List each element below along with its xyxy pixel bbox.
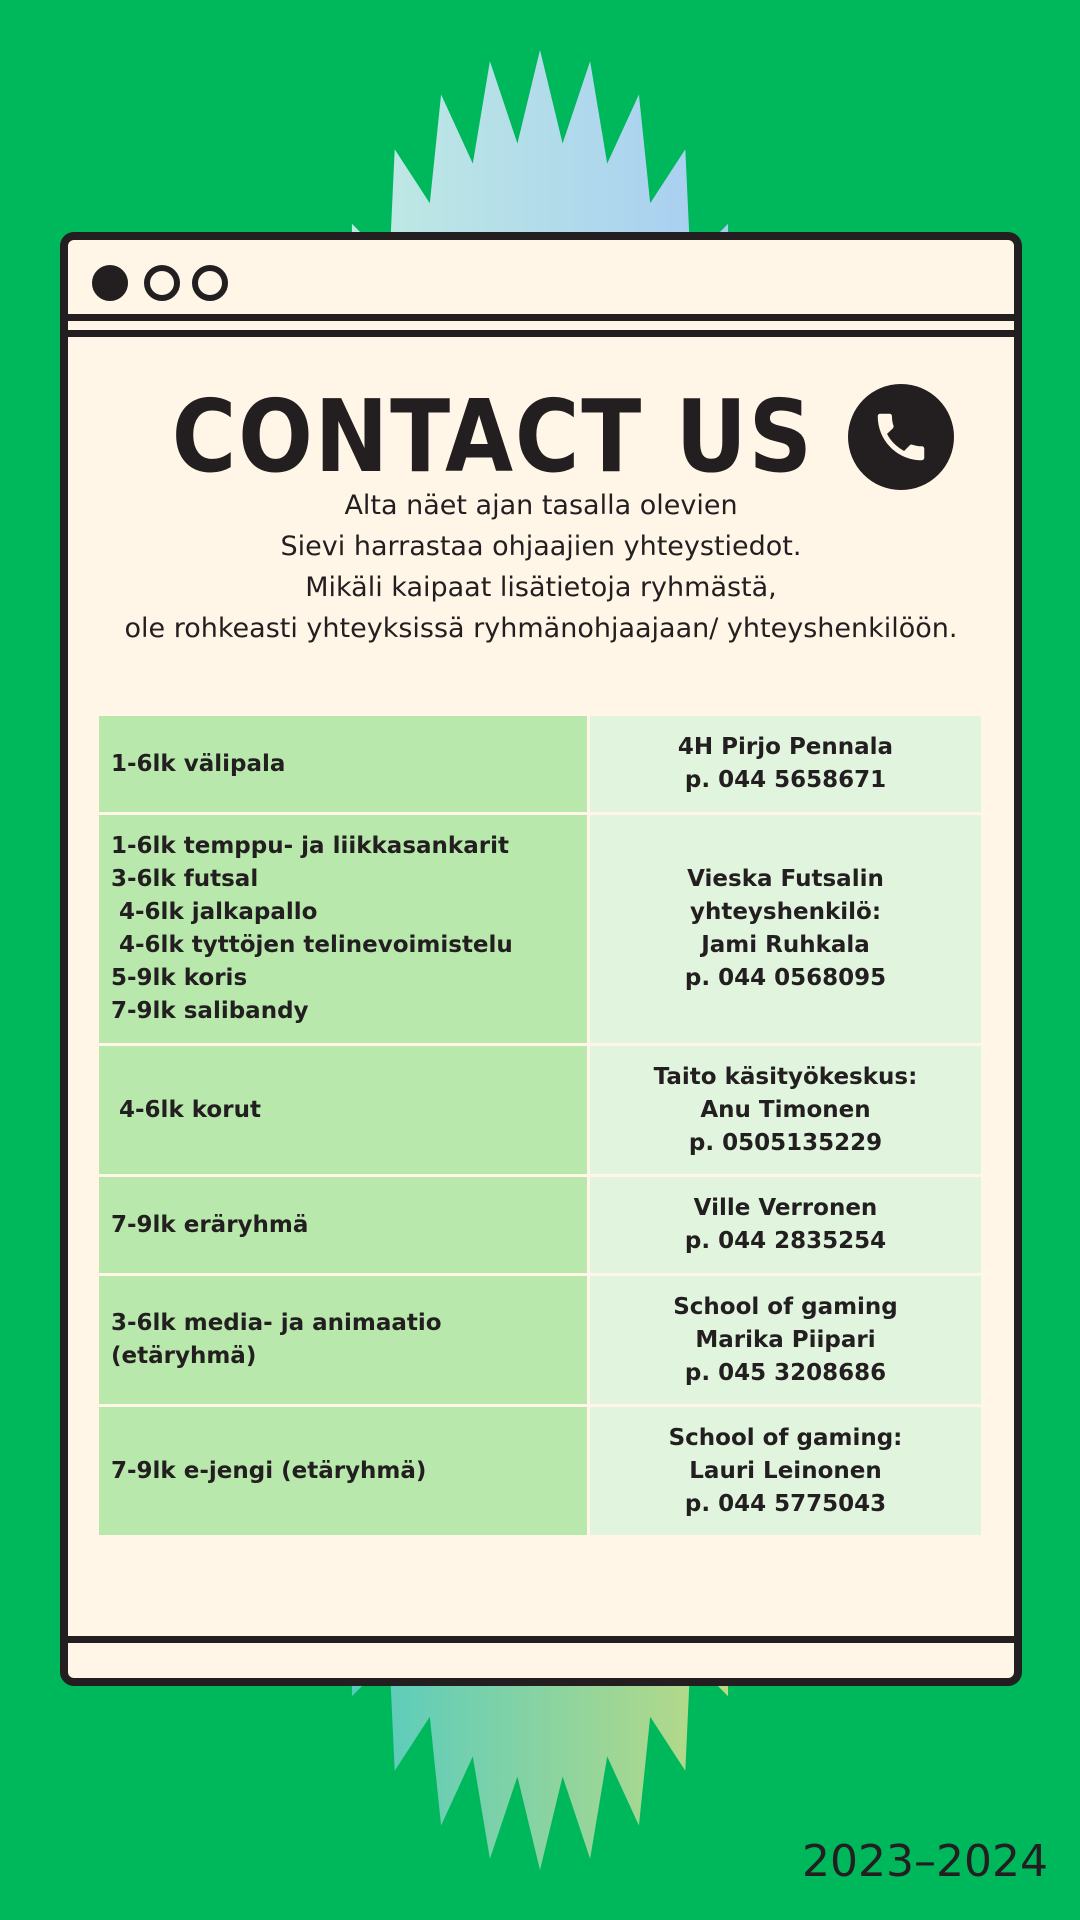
table-row bbox=[98, 1176, 983, 1275]
contact-cell bbox=[589, 1045, 983, 1176]
contact-line: Anu Timonen bbox=[700, 1096, 871, 1123]
titlebar-divider bbox=[68, 330, 1014, 337]
contact-cell bbox=[589, 1275, 983, 1406]
group-name: 4-6lk jalkapallo bbox=[111, 899, 318, 925]
contact-phone: p. 044 5775043 bbox=[684, 1490, 887, 1517]
intro-line: Alta näet ajan tasalla olevien bbox=[344, 490, 738, 521]
table-row bbox=[98, 1275, 983, 1406]
group-name: 5-9lk koris bbox=[111, 965, 248, 991]
table-row bbox=[98, 715, 983, 814]
contact-cell bbox=[589, 814, 983, 1045]
group-name: 3-6lk futsal bbox=[111, 866, 259, 892]
outline-dot-icon bbox=[144, 265, 180, 301]
group-name: 3-6lk media- ja animaatio (etäryhmä) bbox=[111, 1310, 442, 1369]
contact-line: Marika Piipari bbox=[695, 1326, 876, 1353]
intro-line: Mikäli kaipaat lisätietoja ryhmästä, bbox=[305, 572, 777, 603]
contact-line: School of gaming bbox=[673, 1293, 898, 1320]
contact-phone: p. 0505135229 bbox=[688, 1129, 883, 1156]
contact-phone: p. 044 2835254 bbox=[684, 1228, 887, 1254]
contact-line: School of gaming: bbox=[668, 1424, 903, 1451]
group-cell bbox=[98, 1406, 589, 1537]
intro-line: ole rohkeasti yhteyksissä ryhmänohjaajaan/ yhteyshenkilöön. bbox=[124, 613, 958, 644]
contact-line: Jami Ruhkala bbox=[701, 932, 870, 958]
contact-cell bbox=[589, 715, 983, 814]
contact-line: Taito käsityökeskus: bbox=[653, 1063, 918, 1090]
group-name: 1-6lk temppu- ja liikkasankarit bbox=[111, 833, 509, 859]
group-name: 4-6lk tyttöjen telinevoimistelu bbox=[111, 932, 513, 958]
heading bbox=[68, 378, 1014, 495]
group-cell bbox=[98, 814, 589, 1045]
intro-text bbox=[98, 485, 984, 649]
contact-phone: p. 044 5658671 bbox=[684, 767, 887, 793]
school-year: 2023–2024 bbox=[802, 1836, 1048, 1887]
group-cell bbox=[98, 715, 589, 814]
table-row bbox=[98, 814, 983, 1045]
group-name: 1-6lk välipala bbox=[111, 750, 286, 777]
group-cell bbox=[98, 1176, 589, 1275]
contact-line: Vieska Futsalin yhteyshenkilö: bbox=[687, 866, 884, 925]
contact-line: Lauri Leinonen bbox=[689, 1457, 882, 1484]
group-name: 7-9lk salibandy bbox=[111, 998, 309, 1024]
group-cell bbox=[98, 1045, 589, 1176]
contact-line: Ville Verronen bbox=[693, 1195, 878, 1221]
table-row bbox=[98, 1045, 983, 1176]
contact-line: 4H Pirjo Pennala bbox=[677, 734, 894, 760]
intro-line: Sievi harrastaa ohjaajien yhteystiedot. bbox=[280, 531, 802, 562]
contact-phone: p. 044 0568095 bbox=[684, 965, 887, 991]
titlebar-divider bbox=[68, 314, 1014, 321]
contact-cell bbox=[589, 1406, 983, 1537]
window-footer-divider bbox=[68, 1636, 1014, 1643]
browser-window-frame bbox=[60, 232, 1022, 1686]
group-cell bbox=[98, 1275, 589, 1406]
contact-cell bbox=[589, 1176, 983, 1275]
page-title: CONTACT US bbox=[171, 378, 814, 495]
group-name: 7-9lk e-jengi (etäryhmä) bbox=[111, 1457, 427, 1484]
table-row bbox=[98, 1406, 983, 1537]
group-name: 4-6lk korut bbox=[111, 1096, 261, 1123]
outline-dot-icon bbox=[192, 265, 228, 301]
filled-dot-icon bbox=[92, 265, 128, 301]
phone-icon bbox=[848, 384, 954, 490]
contact-phone: p. 045 3208686 bbox=[684, 1359, 887, 1386]
contacts-table bbox=[96, 713, 984, 1538]
group-name: 7-9lk eräryhmä bbox=[111, 1211, 309, 1238]
